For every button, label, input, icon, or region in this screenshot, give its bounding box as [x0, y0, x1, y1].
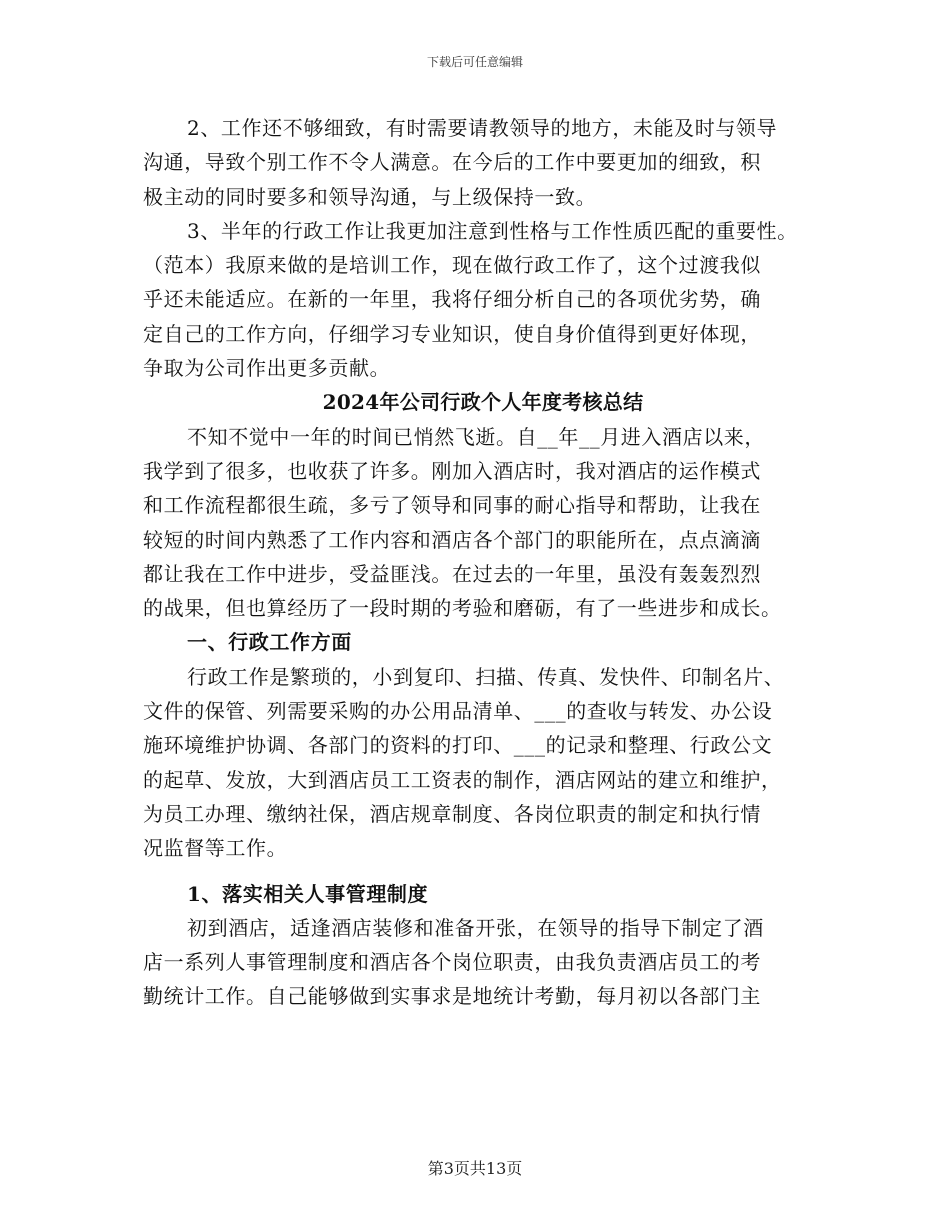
paragraph-line: 店一系列人事管理制度和酒店各个岗位职责，由我负责酒店员工的考	[143, 950, 761, 975]
paragraph-line: 不知不觉中一年的时间已悄然飞逝。自__年__月进入酒店以来，	[187, 424, 765, 449]
page-footer: 第3页共13页	[427, 1159, 523, 1178]
paragraph-line: （范本）我原来做的是培训工作，现在做行政工作了，这个过渡我似	[143, 253, 761, 278]
paragraph-line: 3、半年的行政工作让我更加注意到性格与工作性质匹配的重要性。	[187, 218, 798, 243]
paragraph-line: 2、工作还不够细致，有时需要请教领导的地方，未能及时与领导	[187, 116, 778, 140]
document-body	[143, 111, 823, 1014]
subsection-heading: 1、落实相关人事管理制度	[187, 881, 429, 906]
paragraph-line: 施环境维护协调、各部门的资料的打印、___的记录和整理、行政公文	[143, 733, 773, 758]
paragraph-line: 文件的保管、列需要采购的办公用品清单、___的查收与转发、办公设	[143, 699, 773, 724]
page-header: 下载后可任意编辑	[426, 55, 523, 69]
paragraph-line: 极主动的同时要多和领导沟通，与上级保持一致。	[143, 184, 597, 209]
spacer	[143, 866, 823, 877]
paragraph-line: 争取为公司作出更多贡献。	[143, 356, 391, 381]
paragraph-line: 定自己的工作方向，仔细学习专业知识，使自身价值得到更好体现，	[143, 321, 761, 346]
paragraph-line: 的起草、发放，大到酒店员工工资表的制作，酒店网站的建立和维护，	[143, 767, 782, 792]
paragraph-line: 和工作流程都很生疏，多亏了领导和同事的耐心指导和帮助，让我在	[143, 493, 761, 518]
paragraph-line: 乎还未能适应。在新的一年里，我将仔细分析自己的各项优劣势，确	[143, 287, 761, 312]
section-title: 2024年公司行政个人年度考核总结	[322, 390, 644, 415]
paragraph-line: 我学到了很多，也收获了许多。刚加入酒店时，我对酒店的运作模式	[143, 458, 761, 483]
paragraph-line: 较短的时间内熟悉了工作内容和酒店各个部门的职能所在，点点滴滴	[143, 527, 761, 552]
paragraph-line: 沟通，导致个别工作不令人满意。在今后的工作中要更加的细致，积	[143, 150, 761, 175]
paragraph-line: 都让我在工作中进步，受益匪浅。在过去的一年里，虽没有轰轰烈烈	[143, 561, 761, 586]
paragraph-line: 初到酒店，适逢酒店装修和准备开张，在领导的指导下制定了酒	[187, 915, 764, 940]
paragraph-line: 行政工作是繁琐的，小到复印、扫描、传真、发快件、印制名片、	[187, 664, 785, 689]
paragraph-line: 况监督等工作。	[143, 836, 288, 861]
section-heading: 一、行政工作方面	[187, 630, 352, 655]
paragraph-line: 勤统计工作。自己能够做到实事求是地统计考勤，每月初以各部门主	[143, 984, 761, 1009]
paragraph-line: 的战果，但也算经历了一段时期的考验和磨砺，有了一些进步和成长。	[143, 596, 782, 621]
paragraph-line: 为员工办理、缴纳社保，酒店规章制度、各岗位职责的制定和执行情	[143, 801, 761, 826]
